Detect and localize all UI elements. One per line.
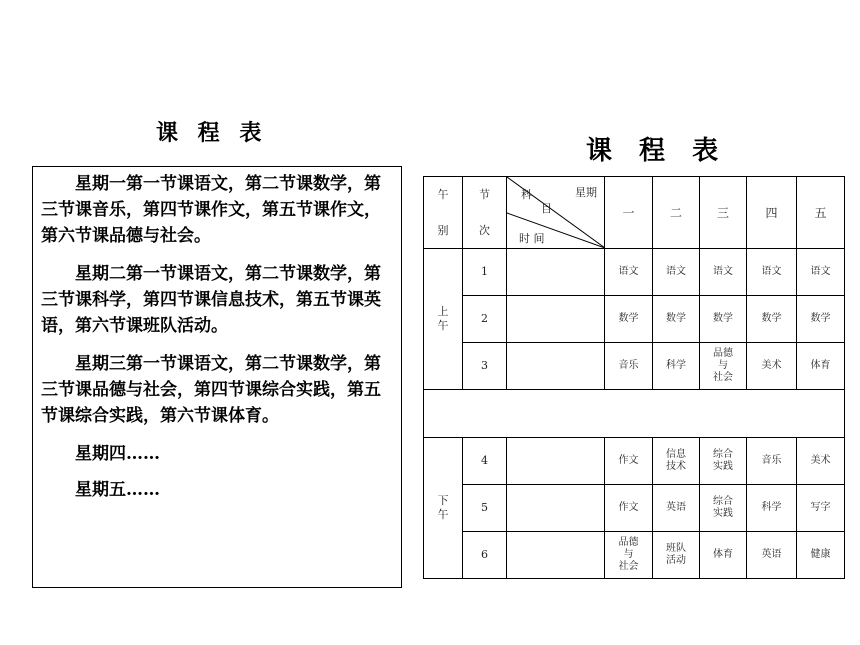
subject-cell: 数学 (747, 296, 797, 343)
morning-label: 上 午 (424, 249, 463, 390)
subject-cell: 英语 (653, 485, 700, 532)
thursday-paragraph: 星期四…… (75, 444, 160, 464)
subject-cell: 数学 (605, 296, 653, 343)
day-thu: 四 (747, 177, 797, 249)
subject-cell: 语文 (797, 249, 845, 296)
schedule-description-box (32, 166, 402, 588)
subject-cell: 作文 (605, 485, 653, 532)
subject-cell: 语文 (700, 249, 747, 296)
lesson-header: 节 次 (463, 177, 507, 249)
time-cell (507, 249, 605, 296)
lesson-number: 1 (463, 249, 507, 296)
header-row (424, 177, 845, 249)
timetable (423, 176, 845, 579)
subject-cell: 作文 (605, 438, 653, 485)
day-wed: 三 (700, 177, 747, 249)
lesson-row (424, 438, 845, 485)
subject-cell: 语文 (653, 249, 700, 296)
day-tue: 二 (653, 177, 700, 249)
subject-cell: 科学 (653, 343, 700, 390)
subject-cell: 写字 (797, 485, 845, 532)
subject-cell: 科学 (747, 485, 797, 532)
lesson-number: 4 (463, 438, 507, 485)
day-fri: 五 (797, 177, 845, 249)
friday-paragraph: 星期五…… (75, 480, 160, 500)
subject-cell: 健康 (797, 532, 845, 579)
lesson-row (424, 343, 845, 390)
lesson-row (424, 249, 845, 296)
subject-cell: 综合 实践 (700, 485, 747, 532)
day-mon: 一 (605, 177, 653, 249)
subject-cell: 音乐 (747, 438, 797, 485)
subject-cell: 体育 (700, 532, 747, 579)
subject-cell: 美术 (747, 343, 797, 390)
lunch-break-row (424, 390, 845, 438)
diagonal-header (507, 177, 605, 249)
time-cell (507, 532, 605, 579)
lesson-row (424, 532, 845, 579)
break-cell (424, 390, 845, 438)
subject-cell: 品德 与 社会 (605, 532, 653, 579)
diag-mu: 目 (541, 202, 552, 215)
diag-subject: 科 (521, 188, 532, 201)
subject-cell: 语文 (747, 249, 797, 296)
time-cell (507, 485, 605, 532)
subject-cell: 美术 (797, 438, 845, 485)
lesson-number: 2 (463, 296, 507, 343)
subject-cell: 语文 (605, 249, 653, 296)
subject-cell: 数学 (797, 296, 845, 343)
lesson-number: 6 (463, 532, 507, 579)
afternoon-label: 下 午 (424, 438, 463, 579)
lesson-number: 3 (463, 343, 507, 390)
tuesday-paragraph: 星期二第一节课语文，第二节课数学，第三节课科学，第四节课信息技术，第五节课英语，第六节课班队活动。 (41, 264, 381, 336)
subject-cell: 信息 技术 (653, 438, 700, 485)
subject-cell: 综合 实践 (700, 438, 747, 485)
right-title: 课 程 表 (586, 136, 728, 166)
subject-cell: 班队 活动 (653, 532, 700, 579)
diag-time: 时 间 (519, 232, 545, 245)
lesson-row (424, 296, 845, 343)
subject-cell: 数学 (653, 296, 700, 343)
subject-cell: 品德 与 社会 (700, 343, 747, 390)
time-cell (507, 343, 605, 390)
lesson-row (424, 485, 845, 532)
monday-paragraph: 星期一第一节课语文，第二节课数学，第三节课音乐，第四节课作文，第五节课作文，第六节课品德与社会。 (41, 174, 381, 246)
time-cell (507, 296, 605, 343)
period-header: 午 别 (424, 177, 463, 249)
time-cell (507, 438, 605, 485)
left-title: 课 程 表 (156, 120, 268, 146)
subject-cell: 音乐 (605, 343, 653, 390)
subject-cell: 英语 (747, 532, 797, 579)
wednesday-paragraph: 星期三第一节课语文，第二节课数学，第三节课品德与社会，第四节课综合实践，第五节课综合实践，第六节课体育。 (41, 354, 381, 426)
diag-weekday: 星期 (575, 186, 597, 199)
subject-cell: 数学 (700, 296, 747, 343)
subject-cell: 体育 (797, 343, 845, 390)
lesson-number: 5 (463, 485, 507, 532)
